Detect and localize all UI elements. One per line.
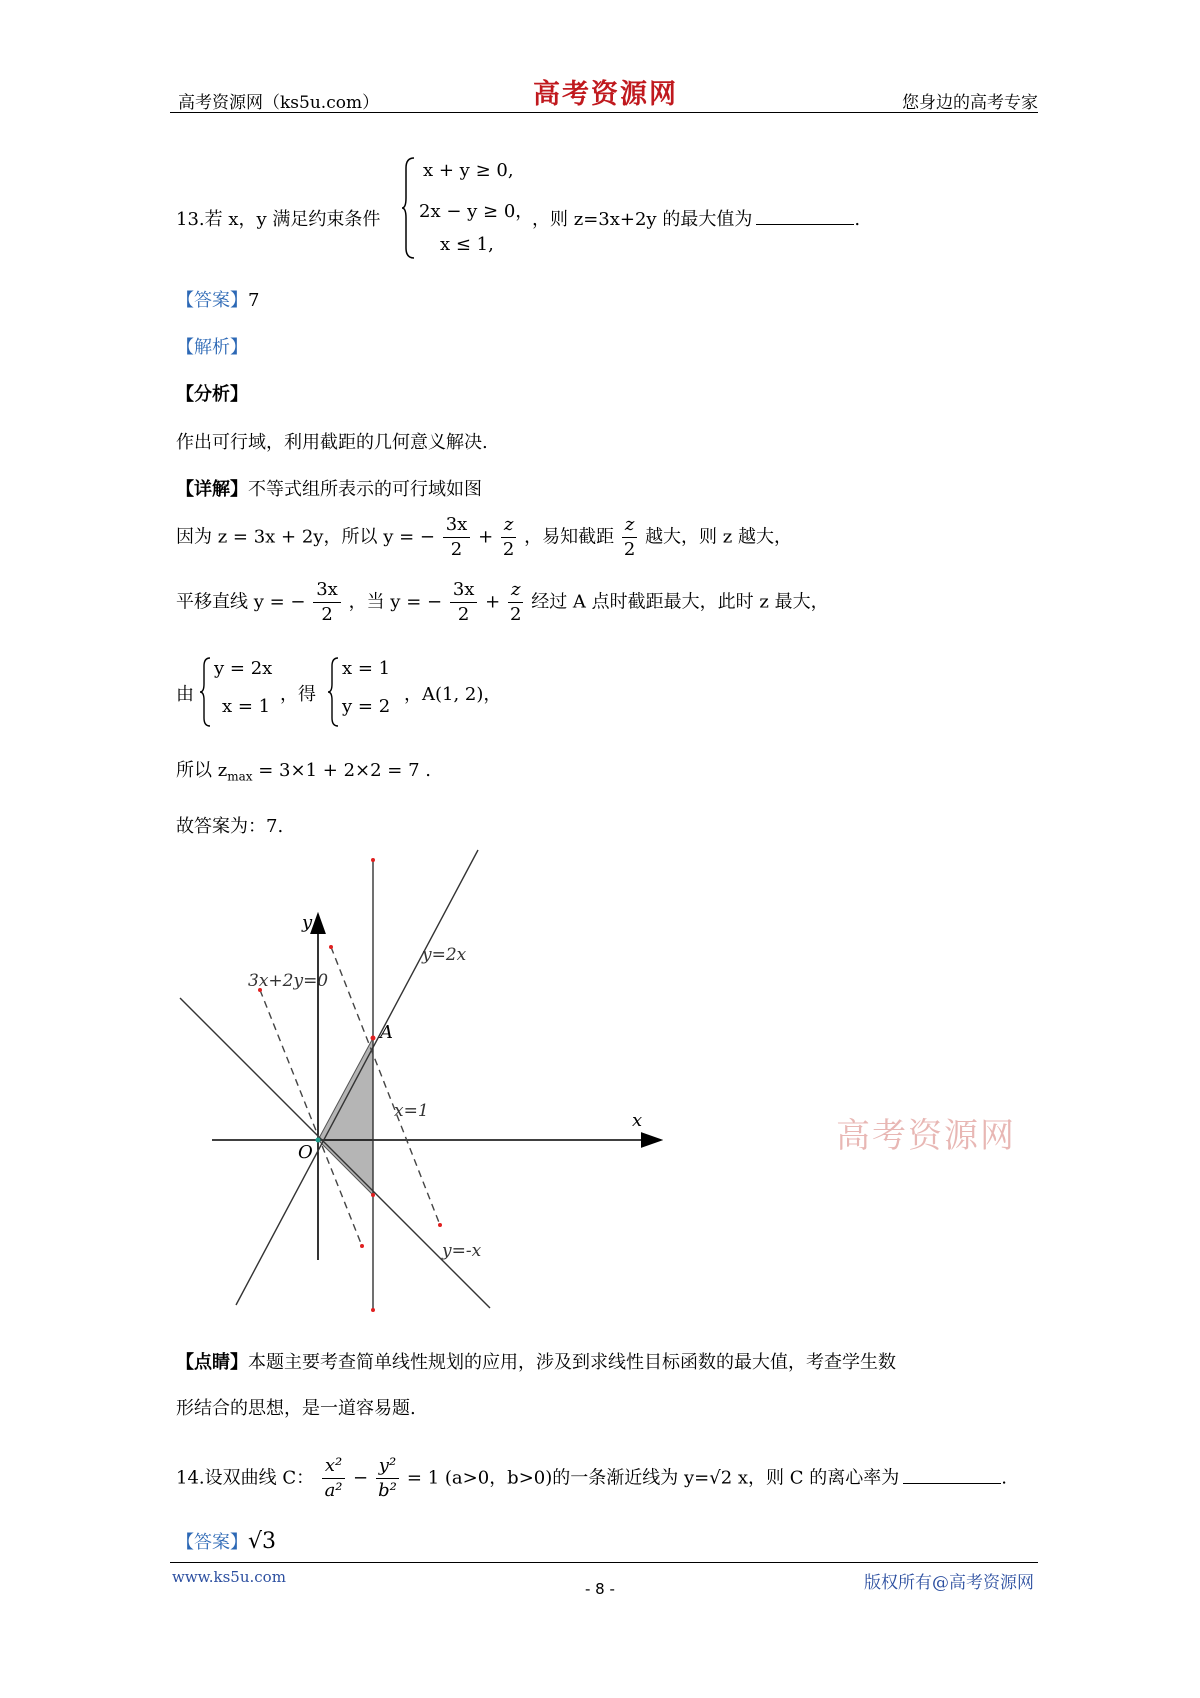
frac-num: z — [508, 578, 523, 603]
frac-den: b² — [378, 1480, 397, 1501]
origin-dot — [316, 1138, 321, 1143]
fenxi-text: 作出可行域，利用截距的几何意义解决. — [176, 432, 488, 453]
xiangjie-tag: 【详解】 — [176, 479, 248, 500]
answer-tag: 【答案】 — [176, 290, 248, 311]
q13-constraint-1: x + y ≥ 0, — [423, 160, 514, 181]
endpoint-dot — [360, 1244, 364, 1248]
frac-den: 2 — [510, 604, 522, 625]
point-a-label: A — [380, 1022, 393, 1043]
frac-den: 2 — [623, 539, 636, 560]
q14-answer-blank — [903, 1469, 1001, 1484]
watermark: 高考资源网 — [836, 1116, 1016, 1156]
fenxi-tag: 【分析】 — [176, 384, 248, 405]
frac-num: 3x — [313, 578, 341, 603]
feasible-region-figure — [170, 840, 690, 1320]
question-14 — [176, 1454, 1007, 1503]
q13-constraint-3: x ≤ 1, — [440, 234, 494, 255]
q13-question — [532, 205, 860, 231]
step3-system2-eq2: y = 2 — [342, 696, 391, 717]
frac-num: y² — [376, 1454, 399, 1479]
xiangjie-text: 不等式组所表示的可行域如图 — [248, 479, 482, 500]
step3-brace-1 — [200, 656, 212, 728]
footer-website-link[interactable]: www.ks5u.com — [172, 1568, 286, 1586]
footer-rule — [170, 1562, 1038, 1563]
answer-tag: 【答案】 — [176, 1532, 248, 1553]
fraction-3x-over-2 — [450, 578, 478, 627]
footer-copyright: 版权所有@高考资源网 — [864, 1573, 1034, 1593]
step3-system2-eq1: x = 1 — [342, 658, 391, 679]
step4-text-b: = 3×1 + 2×2 = 7 . — [252, 760, 431, 781]
label-3x-2y-0: 3x+2y=0 — [248, 971, 329, 991]
q13-brace — [402, 156, 416, 260]
fraction-z-over-2 — [501, 513, 516, 562]
step1-text-a: 因为 z = 3x + 2y，所以 y = − — [176, 526, 435, 548]
header-logo: 高考资源网 — [533, 79, 678, 110]
point-a-dot — [371, 1036, 376, 1041]
analysis-tag: 【解析】 — [176, 337, 248, 358]
frac-num: x² — [322, 1454, 345, 1479]
q13-end: . — [854, 209, 861, 230]
q13-suffix: ，则 z=3x+2y 的最大值为 — [532, 209, 753, 230]
step-4 — [176, 756, 431, 784]
endpoint-dot — [329, 945, 333, 949]
header-site-name: 高考资源网（ks5u.com） — [178, 93, 380, 113]
minus-sign: − — [352, 1467, 369, 1489]
line-y-neg-x — [180, 998, 490, 1308]
frac-num: z — [622, 513, 637, 538]
frac-den: 2 — [450, 539, 463, 560]
xiangjie — [176, 475, 482, 501]
fraction-x2-over-a2 — [322, 1454, 345, 1503]
fraction-y2-over-b2 — [376, 1454, 399, 1503]
endpoint-dot — [438, 1223, 442, 1227]
step2-text-a: 平移直线 y = − — [176, 591, 306, 613]
frac-num: 3x — [450, 578, 478, 603]
step3-brace-2 — [328, 656, 340, 728]
answer-value: 7 — [248, 290, 260, 311]
frac-den: 2 — [502, 539, 515, 560]
step4-text-a: 所以 z — [176, 760, 228, 781]
step-5: 故答案为：7. — [176, 816, 284, 837]
frac-den: 2 — [321, 604, 333, 625]
header-tagline: 您身边的高考专家 — [902, 93, 1038, 113]
page-number: - 8 - — [585, 1580, 615, 1598]
endpoint-dot — [371, 1308, 375, 1312]
q14-suffix: x，则 C 的离心率为 — [732, 1467, 900, 1489]
dianjing-text-1: 本题主要考查简单线性规划的应用，涉及到求线性目标函数的最大值，考查学生数 — [248, 1352, 896, 1373]
step3-de: ，得 — [280, 684, 316, 705]
plus-sign: + — [478, 526, 494, 548]
q14-equation: = 1 (a>0，b>0)的一条渐近线为 y= — [406, 1467, 710, 1489]
frac-den: a² — [324, 1480, 343, 1501]
step3-system1-eq1: y = 2x — [214, 658, 273, 679]
q14-prefix: 14.设双曲线 C： — [176, 1467, 315, 1489]
origin-label: O — [298, 1142, 313, 1163]
fraction-z-over-2 — [508, 578, 523, 627]
q13-prefix: 13.若 x，y 满足约束条件 — [176, 209, 381, 230]
q14-end: . — [1001, 1467, 1007, 1489]
fraction-3x-over-2 — [313, 578, 341, 627]
step4-subscript: max — [227, 769, 253, 784]
label-x-1: x=1 — [394, 1101, 429, 1121]
header-rule — [170, 112, 1038, 113]
q14-sqrt: √2 — [709, 1467, 733, 1489]
label-y-2x: y=2x — [422, 945, 467, 965]
step1-text-b: ，易知截距 — [524, 526, 615, 548]
step2-text-b: ，当 y = − — [348, 591, 443, 613]
step3-you: 由 — [176, 684, 194, 705]
frac-den: 2 — [457, 604, 470, 625]
dianjing — [176, 1348, 896, 1374]
step2-text-c: 经过 A 点时截距最大，此时 z 最大， — [531, 591, 829, 613]
line-y-2x — [236, 850, 478, 1305]
x-axis-label: x — [632, 1110, 643, 1131]
answer-13 — [176, 286, 259, 312]
q13-constraint-2: 2x − y ≥ 0， — [419, 201, 534, 222]
question-13 — [176, 205, 380, 231]
answer-14 — [176, 1528, 276, 1554]
q13-answer-blank — [756, 210, 854, 225]
frac-num: z — [501, 513, 516, 538]
frac-num: 3x — [443, 513, 471, 538]
answer-value: √3 — [248, 1529, 277, 1554]
step-2 — [176, 578, 829, 627]
fraction-3x-over-2 — [443, 513, 471, 562]
label-y-neg-x: y=-x — [442, 1241, 482, 1261]
step-1 — [176, 513, 792, 562]
step1-text-c: 越大，则 z 越大， — [645, 526, 792, 548]
intersection-dot — [371, 1193, 375, 1197]
step3-system1-eq2: x = 1 — [222, 696, 271, 717]
endpoint-dot — [371, 858, 375, 862]
plus-sign: + — [485, 591, 501, 613]
y-axis-label: y — [302, 912, 313, 933]
dianjing-text-2: 形结合的思想，是一道容易题. — [176, 1398, 416, 1419]
fraction-z-over-2 — [622, 513, 637, 562]
step3-point: ，A(1, 2)， — [404, 684, 502, 705]
dianjing-tag: 【点睛】 — [176, 1352, 248, 1373]
